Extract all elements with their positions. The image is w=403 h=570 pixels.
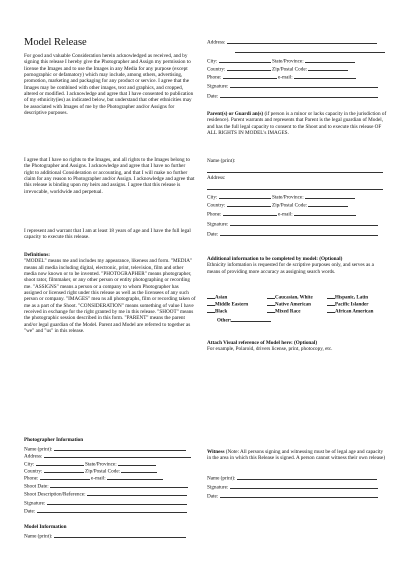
parent-country-row: Country: Zip/Postal Code:: [207, 200, 348, 207]
model-country-row: Country: Zip/Postal Code:: [207, 64, 348, 71]
parent-phone-row: Phone: e-mail:: [207, 209, 356, 216]
ethnicity-black[interactable]: Black: [207, 307, 227, 316]
photographer-state-field[interactable]: [118, 459, 156, 466]
visual-heading: Attach Visual reference of Model here: (Optional): [207, 340, 318, 346]
witness-note: (Note: All persons signing and witnessing must be of legal age and capacity in the area in which this Release is signed. A person cannot witness their own release): [207, 449, 386, 462]
parent-name-row: Name (print):: [207, 158, 236, 164]
photographer-address-row: Address:: [24, 451, 191, 458]
shoot-date-row: Shoot Date:: [24, 481, 188, 488]
witness-section: [207, 449, 387, 462]
parent-country-field[interactable]: [227, 200, 271, 207]
visual-text: For example, Polaroid, drivers license, print, photocopy, etc.: [207, 346, 333, 353]
additional-heading: Additional information to be completed by model: (Optional): [207, 256, 343, 262]
photographer-city-row: City: State/Province:: [24, 459, 156, 466]
witness-date-row: Date:: [207, 491, 378, 498]
witness-name-row: Name (print):: [207, 473, 377, 480]
definitions-text: "MODEL" means me and includes my appearance, likeness and form. "MEDIA" means all media including digital, electronic, print, television, film and other media now known or to be invented. "PHOTOGRAPHER" means photographer, shoot rator, filmmaker, or any other person or entity photographing or recording me. "ASSIGNS" means a person or a company to whom Photographer has assigned or licensed right under this release as well as the licensees of any such person or company. "IMAGES" mea ns all photographs, film or recording taken of me as a part of the Shoot. "CONSIDERATION" means something of value I have received in exchange for the right granted by me in this release. "SHOOT" means the photographic session described in this form. "PARENT" means the parent and/or legal guardian of the Model. Parent and Model are referred to together as "we" and "us" in this release.: [24, 258, 196, 335]
photographer-address-field[interactable]: [44, 451, 191, 458]
photographer-phone-field[interactable]: [40, 473, 90, 480]
model-name-row: Name (print):: [24, 531, 186, 538]
photographer-signature-row: Signature:: [24, 498, 187, 505]
model-country-field[interactable]: [227, 64, 271, 71]
photographer-country-field[interactable]: [44, 466, 84, 473]
additional-text: Ethnicity information is requested for de scriptive purposes only, and serves as a means of providing more accuracy as assigning search words.: [207, 262, 374, 275]
photographer-date-row: Date:: [24, 506, 187, 513]
additional-info-section: [207, 256, 387, 275]
parent-signature-row: Signature:: [207, 219, 378, 226]
parent-name-line: [207, 166, 383, 173]
photographer-zip-field[interactable]: [121, 466, 157, 473]
age-paragraph: I represent and warrant that I am at least 18 years of age and I have the full legal capacity to execute this release.: [24, 228, 191, 241]
witness-date-field[interactable]: [220, 491, 378, 498]
ethnicity-african-american[interactable]: African American: [327, 307, 373, 316]
parent-name-field[interactable]: [207, 166, 383, 173]
page-title: Model Release: [24, 37, 87, 48]
model-zip-field[interactable]: [308, 64, 348, 71]
model-phone-field[interactable]: [223, 72, 277, 79]
model-heading: Model Information: [24, 524, 67, 530]
parent-label: Parent(s) or Guardi an(s): [207, 111, 264, 117]
model-email-field[interactable]: [294, 72, 356, 79]
rights-paragraph: I agree that I have no rights to the Images, and all rights to the Images belong to the Photographer and Assigns. I acknowledge and agree that I have no further right to additional Consideration or accounting, and that I will make no further claim for any reason to Photographer and/or Assign. I acknowledge and agree that this release is binding upon my heirs and assigns. I agree that this release is irrevocable, worldwide and perpetual.: [24, 157, 195, 195]
photographer-country-row: Country: Zip/Postal Code:: [24, 466, 157, 473]
witness-signature-row: Signature:: [207, 482, 378, 489]
intro-paragraph: For good and valuable Consideration herein acknowledged as received, and by signing this release I hereby give the Photographer and Assign my permission to license the Images and to use the Images in any Media for any purpose (except pornographic or defamatory) which may include, among others, advertising, promotion, marketing and packaging for any product or service. I agree that the Images may be combined with other images, text and graphics, and cropped, altered or modified. I acknowledge and agree that I have consented to publication of my ethnicity(ies) as indicated below, but understand that other ethnicities may be associated with Images of me by the Photographer and/or Assigns for descriptive purposes.: [24, 53, 194, 117]
parent-date-row: Date:: [207, 229, 378, 236]
parent-address-line: [207, 183, 383, 190]
parent-text: Parent(s) or Guardi an(s) (if person is a minor or lacks capacity in the jurisdiction of residence). Parent warrants and represents that Parent is the legal guardian of Model, and has the full legal capacity to consent to the Shoot and to execute this release OF ALL RIGHTS IN MODEL's IMAGES.: [207, 111, 387, 137]
ethnicity-mixed-race[interactable]: Mixed Race: [267, 307, 300, 316]
parent-state-field[interactable]: [305, 192, 355, 199]
ethnicity-native-american[interactable]: Native American: [267, 300, 311, 309]
ethnicity-other-field[interactable]: [231, 315, 271, 322]
photographer-email-field[interactable]: [107, 473, 163, 480]
model-date-field[interactable]: [220, 91, 378, 98]
parent-city-row: City: State/Province:: [207, 192, 355, 199]
ethnicity-caucasian[interactable]: Caucasian, White: [267, 293, 313, 302]
photographer-name-field[interactable]: [54, 444, 186, 451]
ethnicity-asian[interactable]: Asian: [207, 293, 227, 302]
shoot-date-field[interactable]: [50, 481, 188, 488]
photographer-phone-row: Phone: e-mail:: [24, 473, 163, 480]
visual-reference-section: [207, 340, 387, 353]
parent-signature-field[interactable]: [230, 219, 378, 226]
photographer-signature-field[interactable]: [47, 498, 187, 505]
ethnicity-hispanic[interactable]: Hispanic, Latin: [327, 293, 368, 302]
parent-paragraph: [207, 111, 387, 136]
witness-signature-field[interactable]: [230, 482, 378, 489]
definitions-heading: Definitions:: [24, 252, 50, 258]
photographer-heading: Photographer Information: [24, 437, 84, 443]
parent-phone-field[interactable]: [223, 209, 277, 216]
model-address-line2: [207, 46, 385, 53]
witness-name-field[interactable]: [237, 473, 377, 480]
photographer-city-field[interactable]: [36, 459, 84, 466]
parent-city-field[interactable]: [219, 192, 271, 199]
photographer-date-field[interactable]: [37, 506, 187, 513]
shoot-description-row: Shoot Description/Reference:: [24, 489, 187, 496]
witness-label: Witness: [207, 449, 225, 455]
parent-address-field[interactable]: [207, 183, 383, 190]
model-city-row: City: State/Province:: [207, 56, 355, 63]
ethnicity-other[interactable]: Other:: [217, 315, 271, 325]
model-address-field-2[interactable]: [235, 46, 385, 53]
ethnicity-pacific-islander[interactable]: Pacific Islander: [327, 300, 368, 309]
parent-address-row: Address:: [207, 175, 226, 181]
model-address-row: Address:: [207, 37, 377, 44]
definitions-section: [24, 252, 196, 334]
model-signature-row: Signature:: [207, 81, 378, 88]
model-city-field[interactable]: [219, 56, 271, 63]
model-address-field[interactable]: [227, 37, 377, 44]
model-phone-row: Phone: e-mail:: [207, 72, 356, 79]
model-signature-field[interactable]: [230, 81, 378, 88]
photographer-name-row: Name (print):: [24, 444, 186, 451]
model-date-row: Date:: [207, 91, 378, 98]
parent-zip-field[interactable]: [308, 200, 348, 207]
shoot-description-field[interactable]: [87, 489, 187, 496]
model-state-field[interactable]: [305, 56, 355, 63]
ethnicity-middle-eastern[interactable]: Middle Eastern: [207, 300, 248, 309]
model-name-field[interactable]: [54, 531, 186, 538]
parent-date-field[interactable]: [220, 229, 378, 236]
parent-email-field[interactable]: [294, 209, 356, 216]
